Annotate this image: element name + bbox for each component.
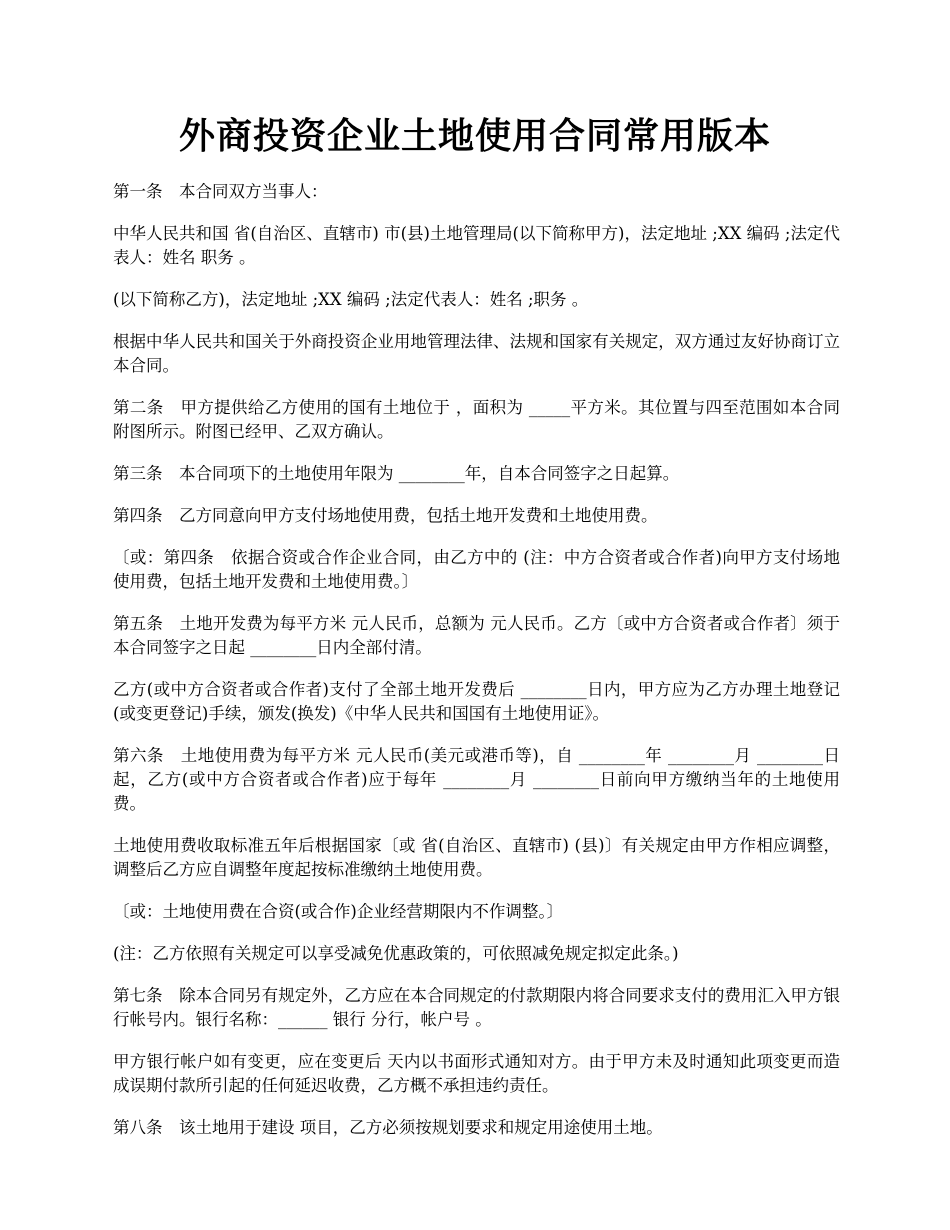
paragraph: (以下简称乙方)，法定地址 ;XX 编码 ;法定代表人：姓名 ;职务 。	[113, 290, 589, 309]
paragraph: 第六条 土地使用费为每平方米 元人民币(美元或港币等)，自 ________年 ________月 ________日起，乙方(或中方合资者或合作者)应于每年 ________月 ________日前向甲方缴纳当年的土地使用费。	[113, 746, 840, 813]
paragraph: 土地使用费收取标准五年后根据国家〔或 省(自治区、直辖市) (县)〕有关规定由甲方作相应调整，调整后乙方应自调整年度起按标准缴纳土地使用费。	[113, 836, 840, 879]
document-title: 外商投资企业土地使用合同常用版本	[178, 115, 771, 157]
paragraph: 甲方银行帐户如有变更，应在变更后 天内以书面形式通知对方。由于甲方未及时通知此项变更而造成误期付款所引起的任何延迟收费，乙方概不承担违约责任。	[113, 1052, 840, 1095]
paragraph: 第一条 本合同双方当事人：	[113, 182, 328, 201]
paragraph: 〔或：土地使用费在合资(或合作)企业经营期限内不作调整。〕	[113, 902, 564, 921]
paragraph: 第五条 土地开发费为每平方米 元人民币，总额为 元人民币。乙方〔或中方合资者或合作者〕须于本合同签字之日起 ________日内全部付清。	[113, 614, 840, 657]
paragraph: 〔或：第四条 依据合资或合作企业合同，由乙方中的 (注：中方合资者或合作者)向甲方支付场地使用费，包括土地开发费和土地使用费。〕	[113, 548, 840, 591]
paragraph: (注：乙方依照有关规定可以享受减免优惠政策的，可依照减免规定拟定此条。)	[113, 944, 679, 963]
paragraph: 乙方(或中方合资者或合作者)支付了全部土地开发费后 ________日内，甲方应为乙方办理土地登记(或变更登记)手续，颁发(换发)《中华人民共和国国有土地使用证》。	[113, 680, 840, 723]
paragraph: 第四条 乙方同意向甲方支付场地使用费，包括土地开发费和土地使用费。	[113, 506, 658, 525]
paragraph: 第二条 甲方提供给乙方使用的国有土地位于 ，面积为 _____平方米。其位置与四至范围如本合同附图所示。附图已经甲、乙双方确认。	[113, 398, 840, 441]
paragraph: 第七条 除本合同另有规定外，乙方应在本合同规定的付款期限内将合同要求支付的费用汇入甲方银行帐号内。银行名称：______ 银行 分行，帐户号 。	[113, 986, 840, 1029]
paragraph: 中华人民共和国 省(自治区、直辖市) 市(县)土地管理局(以下简称甲方)，法定地址 ;XX 编码 ;法定代表人：姓名 职务 。	[113, 224, 840, 267]
paragraph: 第三条 本合同项下的土地使用年限为 ________年，自本合同签字之日起算。	[113, 464, 680, 483]
document-body	[113, 180, 840, 1158]
paragraph: 根据中华人民共和国关于外商投资企业用地管理法律、法规和国家有关规定，双方通过友好协商订立本合同。	[113, 332, 840, 375]
paragraph: 第八条 该土地用于建设 项目，乙方必须按规划要求和规定用途使用土地。	[113, 1118, 663, 1137]
